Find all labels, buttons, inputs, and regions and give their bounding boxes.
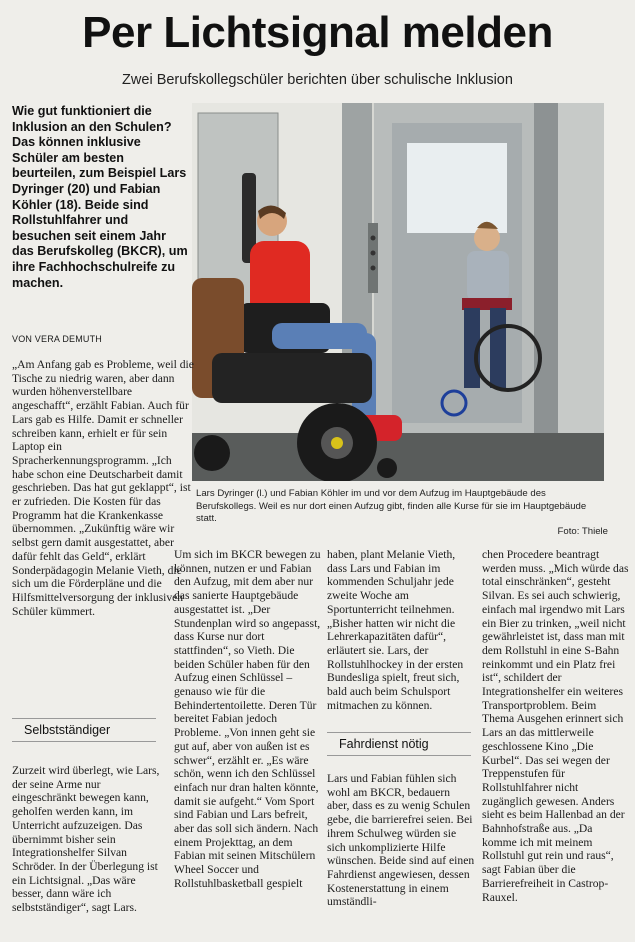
- headline: Per Lichtsignal melden: [82, 8, 553, 57]
- subheading-fahrdienst: Fahrdienst nötig: [327, 732, 471, 756]
- intro-paragraph: Wie gut funktioniert die Inklusion an den Schulen? Das können inklusive Schüler am besten beurteilen, zum Beispiel Lars Dyringer (20) und Fabian Köhler (18). Beide sind Rollstuhlfahrer und besuchen seit einem Jahr das Berufskolleg (BKCR), um ihre Fachhochschulreife zu machen.: [12, 104, 188, 290]
- column-4: [482, 548, 630, 904]
- paragraph-col1b: Zurzeit wird überlegt, wie Lars, der seine Arme nur eingeschränkt bewegen kann, geholfen werden kann, im Unterricht aufzuzeigen. Das übernimmt bisher sein Integrationshelfer Silvan Schröder. In der Überlegung ist ein Lichtsignal. „Das wäre besser, dann wäre ich selbstständiger“, sagt Lars.: [12, 764, 160, 915]
- paragraph-col1: „Am Anfang gab es Probleme, weil die Tische zu niedrig waren, aber dann wurden höhenverstellbare angeschafft“, erzählt Fabian. Auch für Lars gab es Hilfe. Damit er schneller schreiben kann, erhielt er für sein Laptop ein Spracherkennungsprogramm. „Ich habe schon eine Deutscharbeit damit geschrieben. Das hat gut geklappt“, ist er zufrieden. Die Kosten für das Programm hat die Krankenkasse übernommen. „Zukünftig wäre wir selbst gern damit ausgestattet, aber dafür fehlt das Geld“, erklärt Sonderpädagogin Melanie Vieth, die sich um die Förderpläne und die Hilfsmittelversorgung der inklusiven Schüler kümmert.: [12, 358, 194, 618]
- caption-text: Lars Dyringer (l.) und Fabian Köhler im und vor dem Aufzug im Hauptgebäude des Berufskollegs. Weil es nur dort einen Aufzug gibt, finden alle Kurse für sie im Hauptgebäude statt.: [196, 488, 587, 525]
- column-1b: [12, 764, 160, 915]
- column-3: [327, 548, 475, 712]
- byline: VON VERA DEMUTH: [12, 334, 103, 344]
- photo-caption: [196, 488, 608, 538]
- paragraph-col3: haben, plant Melanie Vieth, dass Lars und Fabian im kommenden Schuljahr jede zweite Woche am Sportunterricht teilnehmen. „Bisher hatten wir nicht die Lehrerkapazitäten dafür“, erläutert sie. Lars, der Rollstuhlhockey in der ersten Bundesliga spielt, freut sich, bald auch beim Schulsport mitmachen zu können.: [327, 548, 464, 712]
- paragraph-col3b: Lars und Fabian fühlen sich wohl am BKCR, bedauern aber, dass es zu wenig Schulen gebe, die barrierefrei seien. Bei ihrem Schulweg würden sie sich unkomplizierte Hilfe wünschen. Beide sind auf einen Fahrdienst angewiesen, dessen Kostenerstattung in einem umständli-: [327, 772, 475, 909]
- subheadline: Zwei Berufskollegschüler berichten über schulische Inklusion: [122, 72, 513, 88]
- paragraph-col2: Um sich im BKCR bewegen zu können, nutzen er und Fabian den Aufzug, mit dem aber nur das sanierte Hauptgebäude ausgestattet ist. „Der Stundenplan wird so angepasst, dass Kurse nur dort stattfinden“, so Vieth. Die beiden Schüler haben für den Aufzug einen Schlüssel – genauso wie für die Behindertentoilette. Deren Tür bereitet Fabian jedoch Probleme. „Von innen geht sie gut auf, aber von außen ist es schwer“, erzählt er. „Es wäre schön, wenn ich den Schlüssel einfach nur dran halten könnte, damit sie aufgeht.“ Vom Sport sind Fabian und Lars befreit, aber das soll sich ändern. Nach einem Projekttag, an dem Fabian mit seinen Mitschülern Wheel Soccer und Rollstuhlbasketball gespielt: [174, 548, 321, 890]
- column-3b: [327, 772, 475, 909]
- column-2: [174, 548, 322, 891]
- column-1: [12, 358, 194, 618]
- article-photo: [192, 103, 604, 481]
- photo-illustration: [192, 103, 604, 481]
- photo-credit: Foto: Thiele: [557, 525, 608, 537]
- paragraph-col4: chen Procedere beantragt werden muss. „Mich würde das total einschränken“, gesteht Silvan. Es sei auch schwierig, einfach mal irgendwo mit Lars ein Bier zu trinken, „weil nicht gewährleistet ist, dass man mit dem Rollstuhl in eine S-Bahn reinkommt und ein Platz frei ist“, schildert der Integrationshelfer ein weiteres Transportproblem. Beim Thema Ausgehen erinnert sich Lars an das mittlerweile geschlossene Kino „Die Kurbel“. Das sei wegen der Treppenstufen für Rollstuhlfahrer nicht zugänglich gewesen. Anders sieht es beim Hallenbad an der Bahnhofstraße aus. „Da komme ich mit meinem Rollstuhl gut rein und raus“, sagt Fabian über die Barrierefreiheit in Castrop-Rauxel.: [482, 548, 629, 904]
- subheading-selbststaendiger: Selbstständiger: [12, 718, 156, 742]
